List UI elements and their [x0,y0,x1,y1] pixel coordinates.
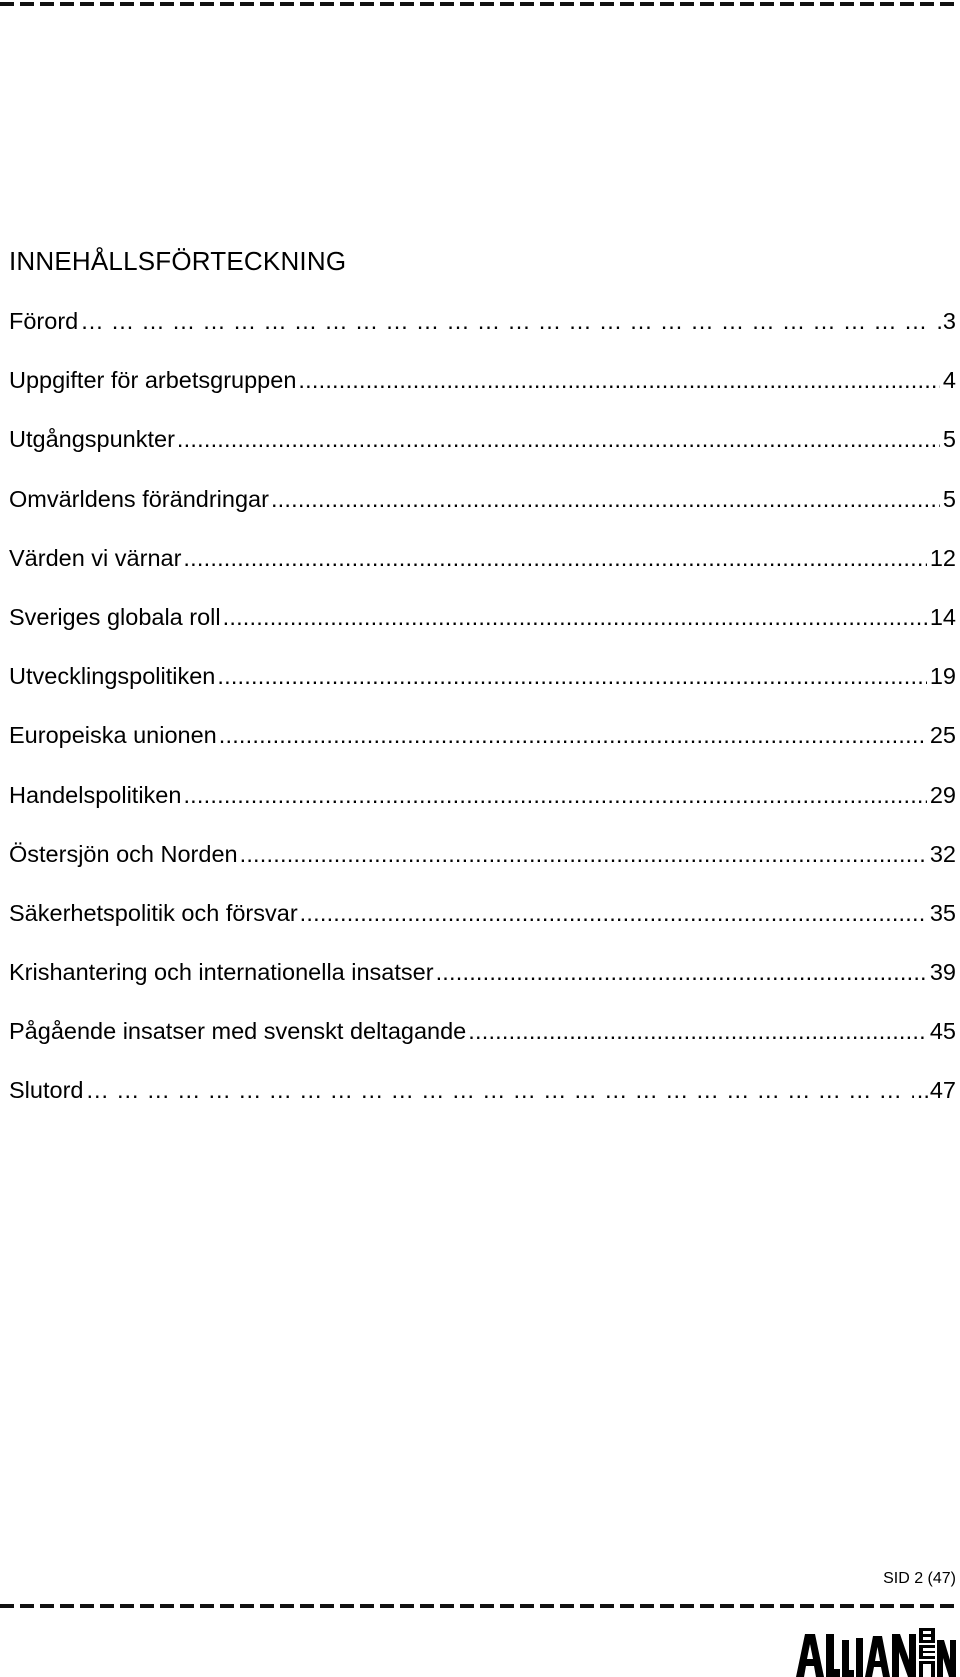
toc-entry-page-number: 5 [942,426,956,453]
toc-entry[interactable] [9,959,956,1018]
toc-entry-page-number: 45 [929,1018,956,1045]
toc-entry[interactable] [9,782,956,841]
toc-entry-page-number: 32 [929,840,956,867]
toc-entry-page-number: 12 [929,544,956,571]
toc-entry-label: Säkerhetspolitik och försvar [9,899,298,926]
toc-entry-label: Östersjön och Norden [9,840,238,867]
toc-entry-label: Omvärldens förändringar [9,485,269,512]
top-dashed-divider [0,2,960,6]
toc-dot-leader [85,1077,913,1104]
toc-entry-page-number: 19 [929,663,956,690]
page-title: INNEHÅLLSFÖRTECKNING [9,246,347,276]
toc-entry-page-number: .3 [936,308,956,334]
toc-entry-page-number: 35 [929,899,956,926]
toc-dot-leader [436,959,927,986]
toc-entry-label: Värden vi värnar [9,544,182,571]
toc-entry-page-number: 4 [942,367,956,394]
bottom-dashed-divider [0,1604,960,1608]
toc-entry-label: Krishantering och internationella insatser [9,959,434,986]
toc-dot-leader [80,308,933,335]
toc-dot-leader [219,722,927,749]
toc-entry[interactable] [9,841,956,900]
table-of-contents [9,308,956,1137]
toc-entry-page-number: 25 [929,722,956,749]
toc-entry-label: Slutord [9,1077,84,1104]
page-number-footer: SID 2 (47) [883,1570,956,1587]
toc-dot-leader [183,545,926,572]
toc-entry-page-number: 29 [929,781,956,808]
toc-entry-page-number: 39 [929,959,956,986]
toc-entry[interactable] [9,1018,956,1077]
toc-entry[interactable] [9,308,956,367]
toc-dot-leader [183,782,926,809]
toc-entry[interactable] [9,1077,956,1136]
toc-dot-leader [271,486,940,513]
toc-entry-label: Europeiska unionen [9,722,217,749]
toc-entry-page-number: 14 [929,603,956,630]
toc-dot-leader [223,604,927,631]
toc-entry-label: Förord [9,308,79,334]
toc-entry-page-number: 5 [942,485,956,512]
toc-dot-leader [177,426,940,453]
toc-entry[interactable] [9,722,956,781]
toc-entry-label: Utvecklingspolitiken [9,663,216,690]
toc-entry[interactable] [9,900,956,959]
toc-entry[interactable] [9,486,956,545]
toc-entry-page-number: ..47 [916,1077,956,1104]
toc-entry[interactable] [9,367,956,426]
toc-dot-leader [240,841,927,868]
toc-entry-label: Sveriges globala roll [9,603,221,630]
toc-entry-label: Handelspolitiken [9,781,182,808]
toc-dot-leader [298,367,940,394]
alliansen-logo [796,1620,956,1677]
toc-entry[interactable] [9,604,956,663]
toc-entry[interactable] [9,545,956,604]
toc-entry[interactable] [9,663,956,722]
toc-entry-label: Utgångspunkter [9,426,175,453]
toc-entry[interactable] [9,426,956,485]
toc-entry-label: Uppgifter för arbetsgruppen [9,367,297,394]
toc-dot-leader [468,1018,927,1045]
toc-entry-label: Pågående insatser med svenskt deltagande [9,1018,467,1045]
toc-dot-leader [300,900,927,927]
toc-dot-leader [217,663,926,690]
